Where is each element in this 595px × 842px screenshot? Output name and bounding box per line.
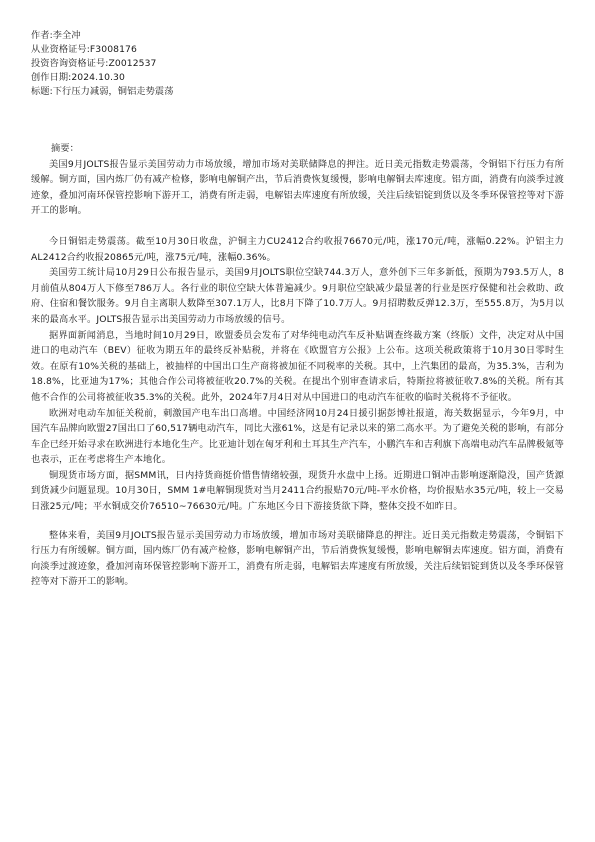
advisory-cert-line: 投资咨询资格证号:Z0012537 bbox=[31, 58, 157, 69]
copper-spot-paragraph: 铜现货市场方面，据SMM讯，日内持货商挺价惜售情绪较强，现货升水盘中上扬。近期进口铜冲击影响逐渐隐没，国产货源到货减少问题显现。10月30日，SMM 1#电解铜现货对当月2411合约报贴70元/吨-平水价格，均价报贴水35元/吨，较上一交易日涨25元/吨；平水铜成交价76510~76630元/吨。广东地区今日下游接货欲下降，整体交投不如昨日。 bbox=[31, 469, 564, 513]
conclusion-paragraph: 整体来看，美国9月JOLTS报告显示美国劳动力市场放缓，增加市场对美联储降息的押注。近日美元指数走势震荡，令铜铝下行压力有所缓解。铜方面，国内炼厂仍有减产检修，影响电解铜产出，节后消费恢复缓慢，影响电解铜去库速度。铝方面，消费有向淡季过渡迹象，叠加河南环保管控影响下游开工，消费有所走弱，电解铝去库速度有所放缓，关注后续铝锭到货以及冬季环保管控等对下游开工的影响。 bbox=[31, 529, 564, 588]
jolts-paragraph: 美国劳工统计局10月29日公布报告显示，美国9月JOLTS职位空缺744.3万人，意外创下三年多新低，预期为793.5万人，8月前值从804万人下修至786万人。各行业的职位空缺大体普遍减少。9月职位空缺减少最显著的行业是医疗保健和社会救助、政府、住宿和餐饮服务。9月自主离职人数降至307.1万人，比8月下降了10.7万人。9月招聘数反弹12.3万，至555.8万，为5月以来的最高水平。JOLTS报告显示出美国劳动力市场放缓的信号。 bbox=[31, 267, 564, 325]
document-metadata bbox=[31, 29, 531, 99]
author-line: 作者:李全冲 bbox=[31, 30, 81, 41]
title-line: 标题:下行压力减弱，铜铝走势震荡 bbox=[31, 86, 174, 97]
ev-export-paragraph: 欧洲对电动车加征关税前，刺激国产电车出口高增。中国经济网10月24日援引据彭博社报道，海关数据显示，今年9月，中国汽车品牌向欧盟27国出口了60,517辆电动汽车，同比大涨61%，这是有记录以来的第二高水平。为了避免关税的影响，有部分车企已经开始寻求在欧洲进行本地化生产。比亚迪计划在匈牙利和土耳其生产汽车，小鹏汽车和吉利旗下高端电动汽车品牌极氪等也表示，正在考虑将生产本地化。 bbox=[31, 407, 564, 466]
eu-tariff-paragraph: 据界面新闻消息，当地时间10月29日，欧盟委员会发布了对华纯电动汽车反补贴调查终裁方案（终版）文件，决定对从中国进口的电动汽车（BEV）征收为期五年的最终反补贴税，并将在《欧盟官方公报》上公布。这项关税政策将于10月30日零时生效。在原有10%关税的基础上，被抽样的中国出口生产商将被加征不同税率的关税。其中，上汽集团的最高，为35.3%，吉利为18.8%，比亚迪为17%；其他合作公司将被征收20.7%的关税。在提出个别审查请求后，特斯拉将被征收7.8%的关税。所有其他不合作的公司将被征收35.3%的关税。此外，2024年7月4日对从中国进口的电动汽车征收的临时关税将不予征收。 bbox=[31, 329, 564, 403]
creation-date-line: 创作日期:2024.10.30 bbox=[31, 72, 125, 83]
document-body bbox=[31, 141, 564, 590]
abstract-paragraph: 美国9月JOLTS报告显示美国劳动力市场放缓，增加市场对美联储降息的押注。近日美元指数走势震荡，令铜铝下行压力有所缓解。铜方面，国内炼厂仍有减产检修，影响电解铜产出，节后消费恢复缓慢，影响电解铜去库速度。铝方面，消费有向淡季过渡迹象，叠加河南环保管控影响下游开工，消费有所走弱，电解铝去库速度有所放缓，关注后续铝锭到货以及冬季环保管控等对下游开工的影响。 bbox=[31, 158, 564, 217]
abstract-heading: 摘要： bbox=[51, 143, 80, 154]
market-close-paragraph: 今日铜铝走势震荡。截至10月30日收盘，沪铜主力CU2412合约收报76670元/吨，涨170元/吨，涨幅0.22%。沪铝主力AL2412合约收报20865元/吨，涨75元/吨，涨幅0.36%。 bbox=[31, 235, 564, 263]
qualification-cert-line: 从业资格证号:F3008176 bbox=[31, 44, 137, 55]
